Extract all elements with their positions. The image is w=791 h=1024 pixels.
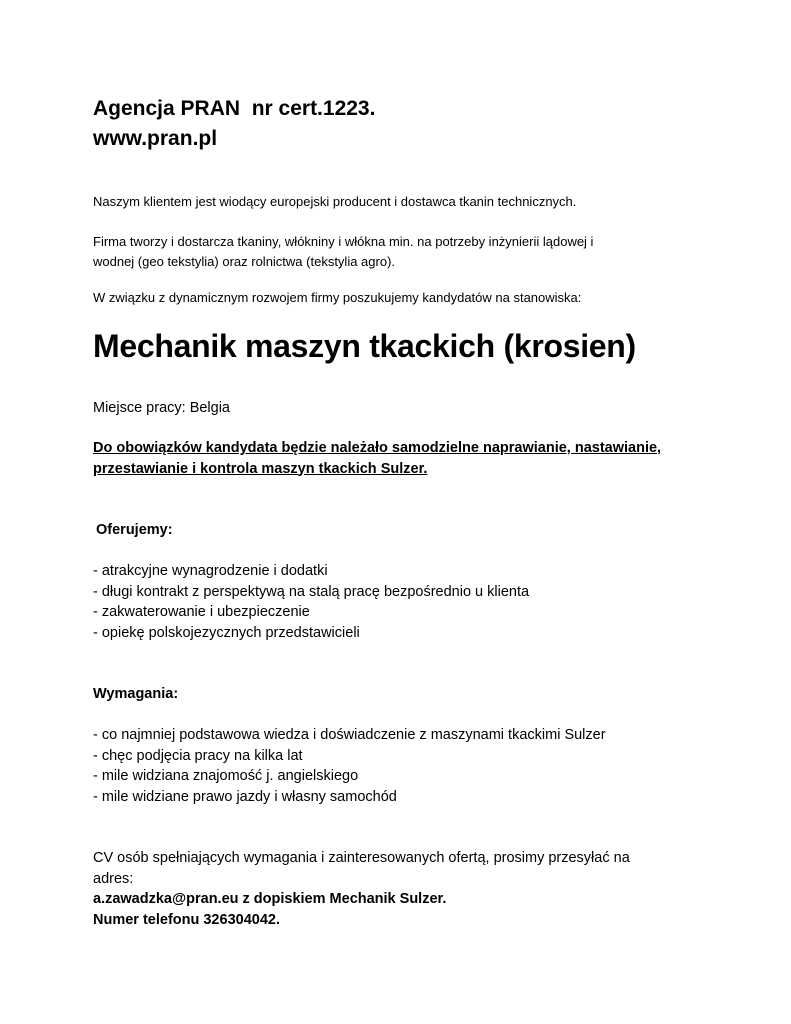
offer-list	[93, 561, 713, 643]
job-title: Mechanik maszyn tkackich (krosien)	[93, 328, 636, 364]
contact-email[interactable]: a.zawadzka@pran.eu z dopiskiem Mechanik Sulzer.	[93, 891, 447, 907]
duties-description	[93, 438, 713, 479]
search-statement: W związku z dynamicznym rozwojem firmy poszukujemy kandydatów na stanowiska:	[93, 290, 582, 305]
list-item: - zakwaterowanie i ubezpieczenie	[93, 604, 310, 620]
list-item: - atrakcyjne wynagrodzenie i dodatki	[93, 563, 328, 579]
duties-line: przestawianie i kontrola maszyn tkackich Sulzer.	[93, 460, 428, 477]
list-item: - mile widziana znajomość j. angielskiego	[93, 768, 359, 784]
work-location: Miejsce pracy: Belgia	[93, 400, 230, 416]
contact-address-label: adres:	[93, 870, 134, 887]
agency-name: Agencja PRAN nr cert.1223.	[93, 97, 376, 120]
contact-section	[93, 848, 713, 930]
duties-line: Do obowiązków kandydata będzie należało samodzielne naprawianie, nastawianie,	[93, 440, 662, 456]
client-description: Naszym klientem jest wiodący europejski producent i dostawca tkanin technicznych.	[93, 194, 577, 209]
agency-header	[93, 94, 713, 154]
offer-heading: Oferujemy:	[96, 522, 173, 538]
contact-phone: Numer telefonu 326304042.	[93, 911, 280, 928]
contact-instructions: CV osób spełniających wymagania i zainteresowanych ofertą, prosimy przesyłać na	[93, 850, 630, 866]
list-item: - chęc podjęcia pracy na kilka lat	[93, 747, 303, 764]
list-item: - długi kontrakt z perspektywą na stalą pracę bezpośrednio u klienta	[93, 583, 530, 600]
list-item: - mile widziane prawo jazdy i własny samochód	[93, 788, 397, 805]
requirements-heading: Wymagania:	[93, 686, 179, 702]
company-description	[93, 232, 713, 272]
list-item: - co najmniej podstawowa wiedza i doświadczenie z maszynami tkackimi Sulzer	[93, 727, 606, 743]
company-description-line: Firma tworzy i dostarcza tkaniny, włókniny i włókna min. na potrzeby inżynierii lądowej i	[93, 234, 594, 249]
list-item: - opiekę polskojezycznych przedstawicieli	[93, 624, 360, 641]
requirements-list	[93, 725, 713, 807]
website-link[interactable]: www.pran.pl	[93, 127, 218, 150]
company-description-line: wodnej (geo tekstylia) oraz rolnictwa (tekstylia agro).	[93, 254, 396, 269]
